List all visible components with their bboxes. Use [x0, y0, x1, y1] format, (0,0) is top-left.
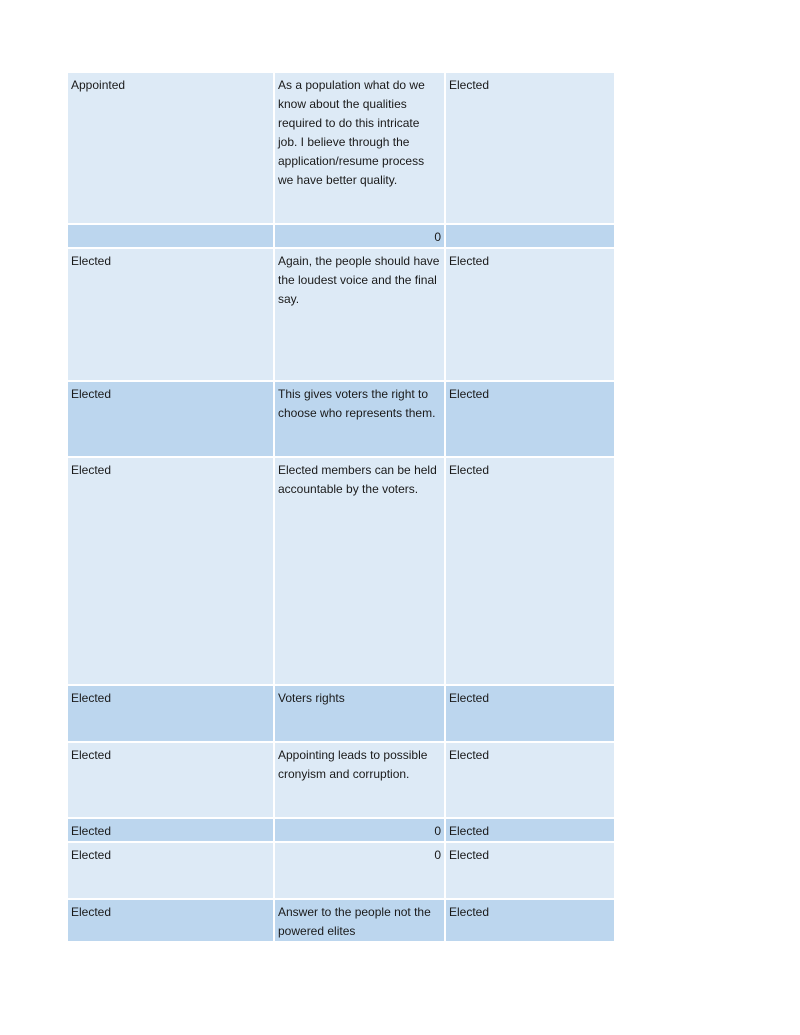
table-cell: 0	[274, 842, 445, 899]
table-cell: Elected	[67, 899, 274, 942]
table-cell: Elected	[445, 685, 615, 742]
table-row	[67, 899, 615, 942]
table-cell: Elected	[445, 248, 615, 381]
table-cell: Elected	[445, 842, 615, 899]
table-cell: 0	[274, 818, 445, 842]
table-cell	[445, 224, 615, 248]
table-cell: Answer to the people not the powered elites	[274, 899, 445, 942]
table-cell: Elected members can be held accountable by the voters.	[274, 457, 445, 685]
table-cell: Again, the people should have the loudest voice and the final say.	[274, 248, 445, 381]
table-cell: Elected	[445, 381, 615, 457]
table-cell: Elected	[445, 899, 615, 942]
table-cell: Appointed	[67, 72, 274, 224]
table-row	[67, 248, 615, 381]
table-row	[67, 742, 615, 818]
table-row	[67, 381, 615, 457]
table-cell: Elected	[67, 818, 274, 842]
table-row	[67, 224, 615, 248]
table-row	[67, 72, 615, 224]
table-cell: 0	[274, 224, 445, 248]
responses-table	[66, 71, 616, 943]
table-cell: Elected	[445, 742, 615, 818]
table-row	[67, 842, 615, 899]
table-cell: Elected	[445, 457, 615, 685]
table-cell	[67, 224, 274, 248]
table-cell: This gives voters the right to choose who represents them.	[274, 381, 445, 457]
table-cell: Elected	[445, 72, 615, 224]
table-cell: Elected	[67, 457, 274, 685]
table-cell: Appointing leads to possible cronyism and corruption.	[274, 742, 445, 818]
table-cell: Elected	[445, 818, 615, 842]
table-cell: Elected	[67, 685, 274, 742]
table-cell: Elected	[67, 381, 274, 457]
table-row	[67, 818, 615, 842]
table-row	[67, 457, 615, 685]
table-row	[67, 685, 615, 742]
table-cell: Voters rights	[274, 685, 445, 742]
table-cell: Elected	[67, 842, 274, 899]
table-cell: As a population what do we know about the qualities required to do this intricate job. I believe through the application/resume process we have better quality.	[274, 72, 445, 224]
table-cell: Elected	[67, 742, 274, 818]
table-cell: Elected	[67, 248, 274, 381]
